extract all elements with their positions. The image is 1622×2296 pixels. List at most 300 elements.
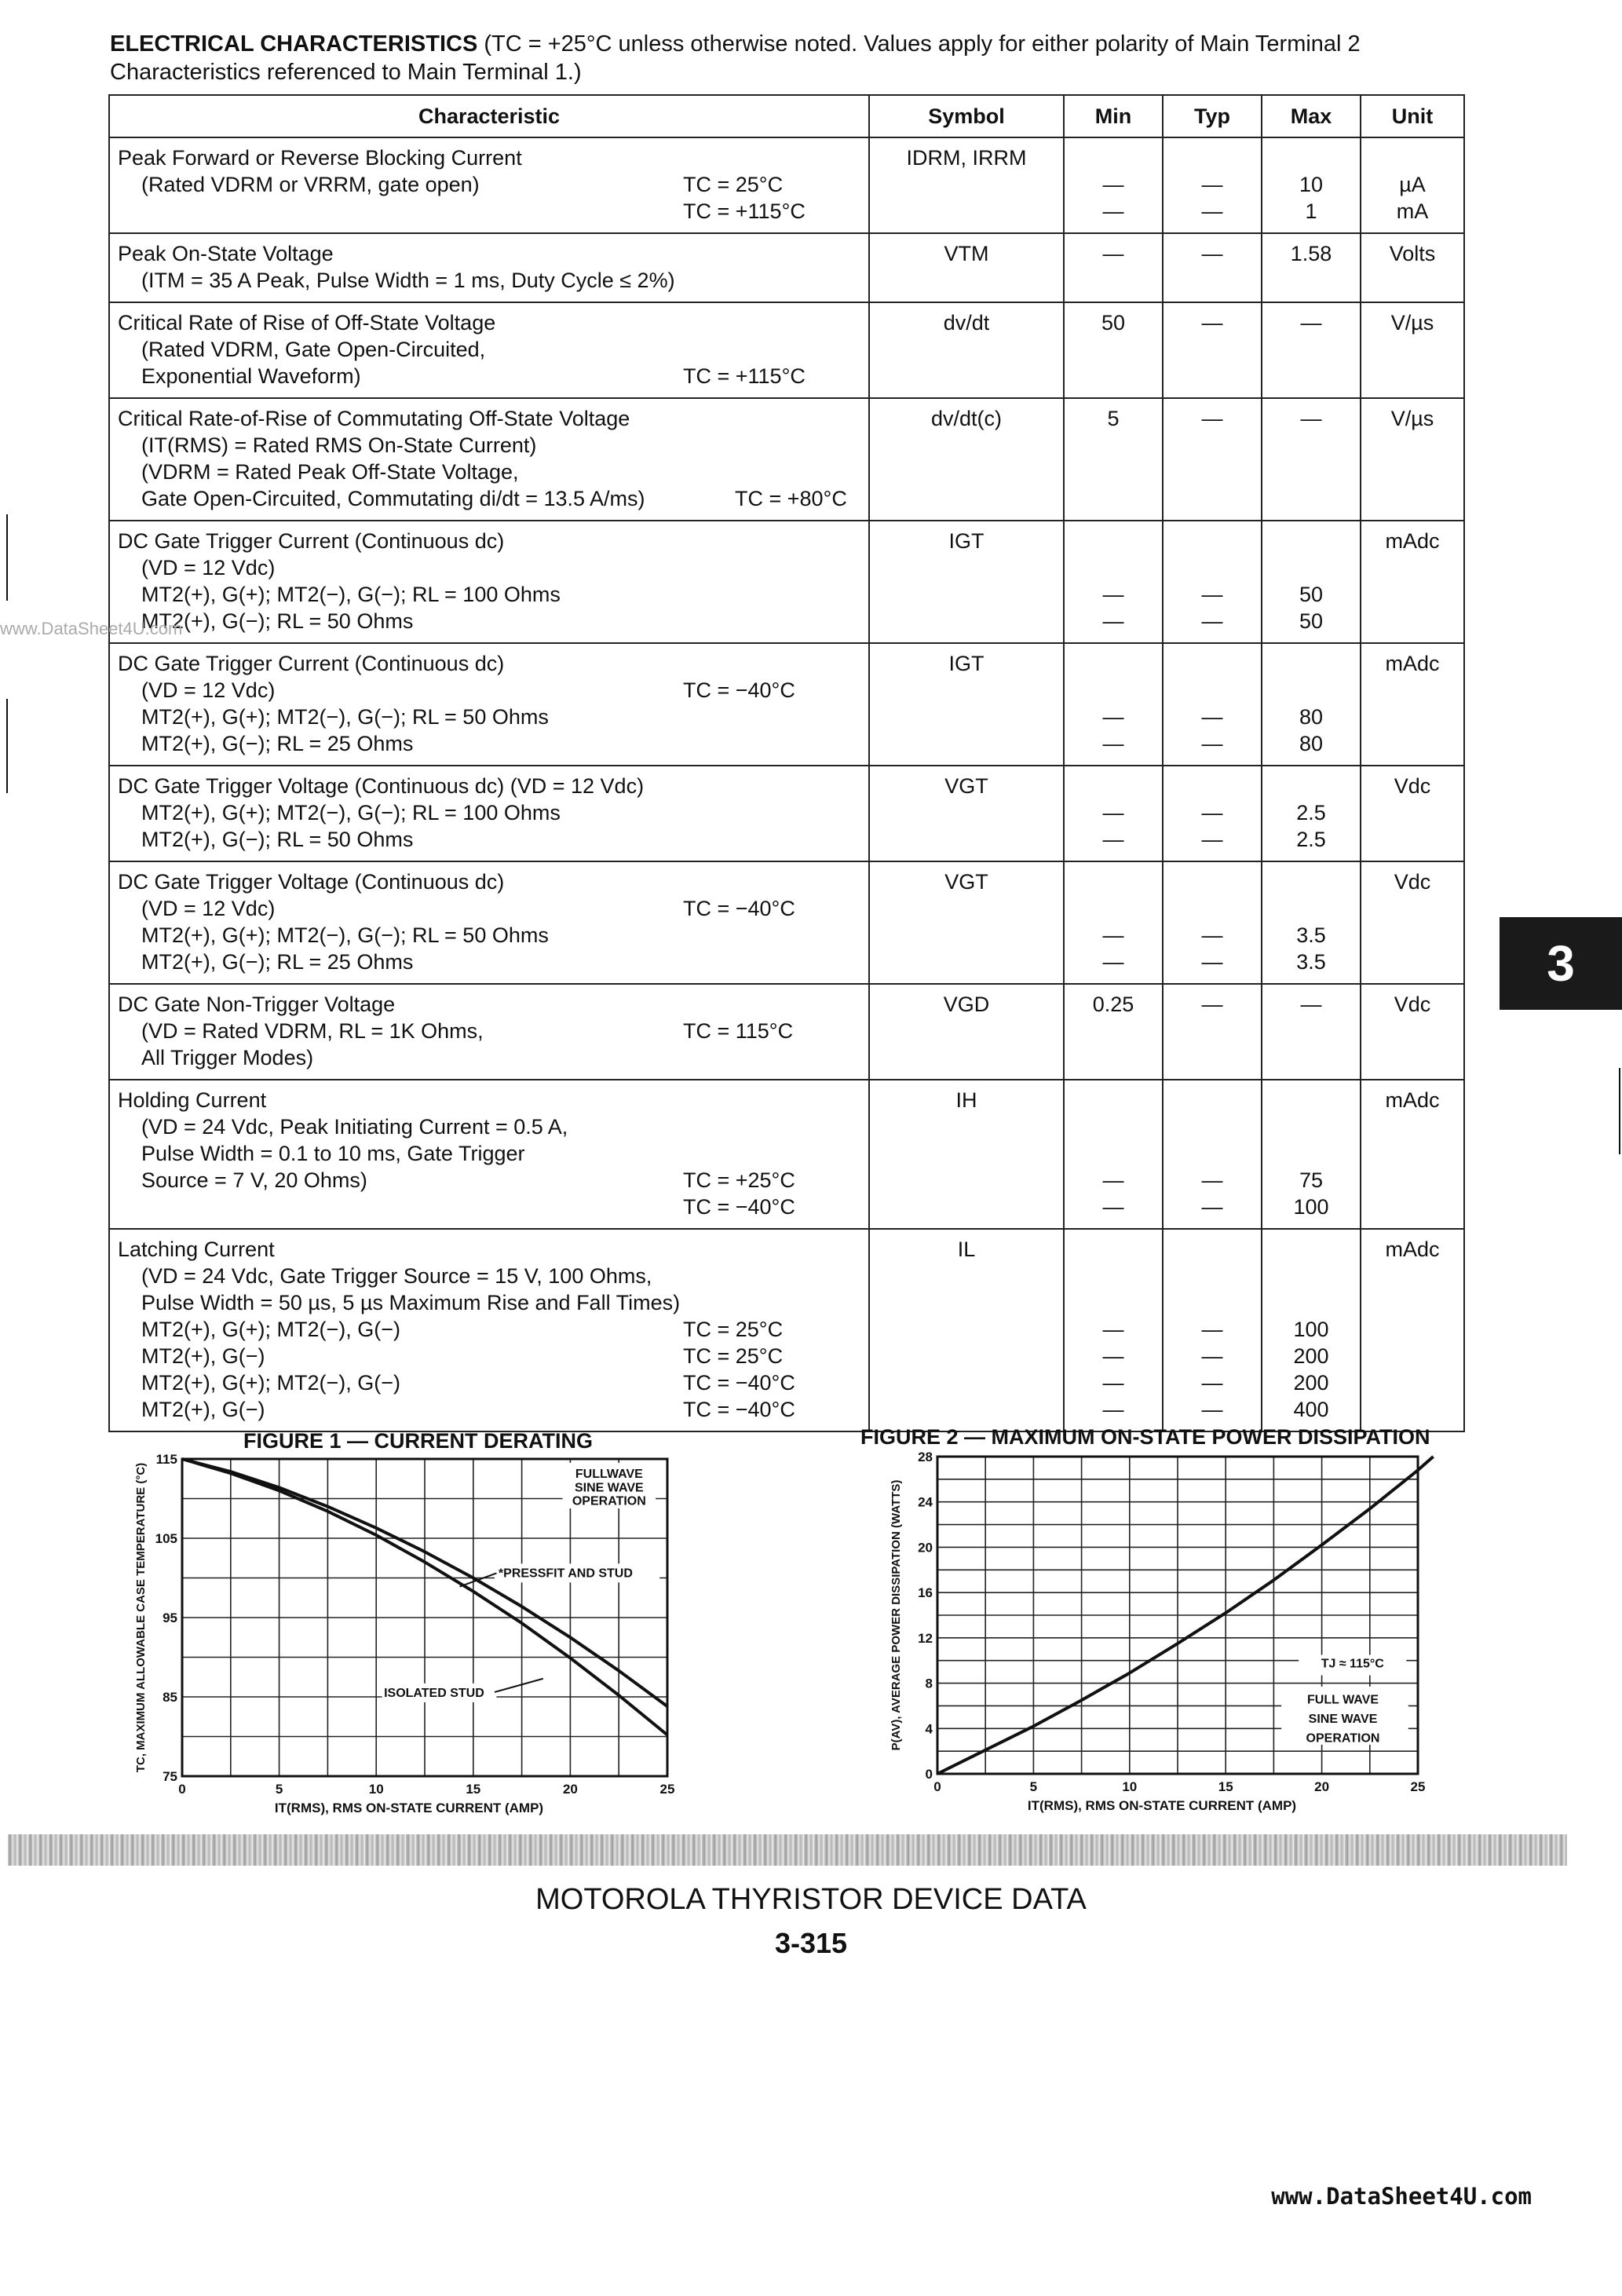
case-temperature-condition: TC = −40°C — [683, 678, 795, 702]
characteristic-cell — [109, 233, 869, 302]
unit-value — [1369, 1289, 1456, 1316]
annotation-operation: OPERATION — [1306, 1731, 1380, 1746]
unit-value — [1369, 581, 1456, 608]
characteristic-cell — [109, 398, 869, 521]
characteristic-line — [118, 1194, 860, 1220]
x-tick-label: 10 — [368, 1782, 384, 1797]
typ-value — [1171, 773, 1253, 799]
figure-2-power-dissipation-chart — [879, 1449, 1445, 1822]
min-value: 5 — [1107, 407, 1120, 430]
x-tick-label: 5 — [275, 1782, 283, 1797]
min-value — [1072, 1289, 1154, 1316]
max-value — [1270, 650, 1352, 677]
min-cell — [1064, 1229, 1163, 1431]
typ-value: — — [1201, 950, 1223, 974]
characteristic-line — [118, 198, 860, 225]
symbol-cell: IL — [869, 1229, 1064, 1431]
characteristic-line — [118, 677, 860, 704]
unit-value — [1369, 1167, 1456, 1194]
typ-cell — [1163, 398, 1262, 521]
max-value: 100 — [1293, 1318, 1329, 1341]
min-cell — [1064, 398, 1163, 521]
characteristic-text: Holding Current — [118, 1088, 267, 1112]
table-row — [109, 984, 1464, 1080]
max-value — [1270, 528, 1352, 554]
characteristic-line — [118, 949, 860, 975]
unit-value: mA — [1396, 199, 1429, 223]
characteristic-line — [118, 363, 860, 389]
typ-value: — — [1201, 1344, 1223, 1368]
unit-value — [1369, 144, 1456, 171]
max-value: 200 — [1293, 1371, 1329, 1395]
characteristic-text: (VD = 24 Vdc, Gate Trigger Source = 15 V, 100 Ohms, — [141, 1264, 652, 1288]
unit-cell — [1361, 398, 1464, 521]
y-tick-label: 115 — [155, 1452, 177, 1467]
max-cell — [1262, 521, 1361, 643]
min-value: — — [1102, 950, 1124, 974]
unit-value — [1369, 895, 1456, 922]
y-tick-label: 0 — [925, 1767, 933, 1782]
x-tick-label: 15 — [1218, 1779, 1233, 1794]
unit-cell — [1361, 861, 1464, 984]
section-heading — [110, 30, 1445, 86]
unit-value — [1369, 1343, 1456, 1369]
characteristic-line — [118, 1018, 860, 1044]
characteristic-line — [118, 1167, 860, 1194]
table-row — [109, 1080, 1464, 1229]
typ-cell — [1163, 302, 1262, 398]
website-link[interactable]: www.DataSheet4U.com — [1271, 2183, 1532, 2210]
typ-value: — — [1201, 801, 1223, 824]
symbol-cell: dv/dt — [869, 302, 1064, 398]
typ-value — [1171, 144, 1253, 171]
characteristic-cell — [109, 1080, 869, 1229]
min-value: — — [1102, 923, 1124, 947]
characteristic-line — [118, 144, 860, 171]
unit-value: mAdc — [1385, 529, 1440, 553]
min-value — [1072, 773, 1154, 799]
table-row — [109, 521, 1464, 643]
typ-value — [1171, 1140, 1253, 1167]
x-tick-label: 5 — [1029, 1779, 1038, 1794]
characteristic-cell — [109, 521, 869, 643]
typ-cell — [1163, 1229, 1262, 1431]
max-value: 1.58 — [1290, 242, 1332, 265]
unit-cell — [1361, 984, 1464, 1080]
max-value — [1270, 773, 1352, 799]
max-value: — — [1300, 311, 1322, 335]
typ-cell — [1163, 766, 1262, 861]
typ-value — [1171, 1263, 1253, 1289]
max-value — [1270, 1140, 1352, 1167]
section-tab: 3 — [1500, 917, 1622, 1010]
unit-value — [1369, 608, 1456, 634]
max-cell — [1262, 137, 1361, 233]
min-value — [1072, 895, 1154, 922]
characteristic-line — [118, 1236, 860, 1263]
typ-cell — [1163, 521, 1262, 643]
typ-value: — — [1201, 199, 1223, 223]
characteristic-text: MT2(+), G(−); RL = 25 Ohms — [141, 950, 414, 974]
typ-value — [1171, 1236, 1253, 1263]
typ-value — [1171, 554, 1253, 581]
unit-value: mAdc — [1385, 652, 1440, 675]
case-temperature-condition: TC = 25°C — [683, 173, 784, 196]
figure-1-current-derating-chart — [126, 1451, 675, 1820]
characteristic-text: DC Gate Trigger Current (Continuous dc) — [118, 652, 505, 675]
characteristic-line — [118, 1343, 860, 1369]
table-row — [109, 766, 1464, 861]
annotation-fullwave: FULLWAVE — [575, 1468, 643, 1482]
annotation-sine-wave: SINE WAVE — [574, 1481, 644, 1495]
y-tick-label: 8 — [925, 1676, 933, 1691]
x-tick-label: 20 — [1314, 1779, 1330, 1794]
unit-value — [1369, 730, 1456, 757]
annotation-tj: TJ ≈ 115°C — [1321, 1657, 1384, 1671]
unit-value — [1369, 1369, 1456, 1396]
min-cell — [1064, 521, 1163, 643]
watermark: www.DataSheet4U.com — [0, 619, 183, 638]
unit-value — [1369, 1194, 1456, 1220]
typ-value — [1171, 1087, 1253, 1113]
min-value: — — [1102, 801, 1124, 824]
characteristic-line — [118, 432, 860, 459]
electrical-characteristics-table — [108, 94, 1465, 1432]
symbol-cell: IGT — [869, 521, 1064, 643]
symbol-cell: VGD — [869, 984, 1064, 1080]
typ-value: — — [1201, 311, 1223, 335]
typ-value: — — [1201, 1318, 1223, 1341]
characteristic-text: All Trigger Modes) — [141, 1046, 314, 1069]
footer-title: MOTOROLA THYRISTOR DEVICE DATA — [535, 1883, 1087, 1916]
case-temperature-condition: TC = +25°C — [683, 1168, 795, 1192]
characteristic-text: MT2(+), G(−) — [141, 1344, 265, 1368]
characteristic-line — [118, 309, 860, 336]
characteristic-line — [118, 773, 860, 799]
typ-value — [1171, 1113, 1253, 1140]
unit-value — [1369, 1263, 1456, 1289]
unit-value — [1369, 677, 1456, 704]
min-cell — [1064, 1080, 1163, 1229]
max-value: 50 — [1299, 583, 1324, 606]
min-value: — — [1102, 705, 1124, 729]
typ-value: — — [1201, 407, 1223, 430]
unit-value — [1369, 922, 1456, 949]
max-cell — [1262, 766, 1361, 861]
y-tick-label: 20 — [918, 1540, 933, 1556]
annotation-pointer — [495, 1679, 543, 1692]
y-tick-label: 28 — [918, 1450, 933, 1464]
x-tick-label: 25 — [659, 1782, 675, 1797]
max-value: 100 — [1293, 1195, 1329, 1219]
x-tick-label: 20 — [562, 1782, 578, 1797]
min-value: — — [1102, 609, 1124, 633]
y-axis-label: TC, MAXIMUM ALLOWABLE CASE TEMPERATURE (°C) — [134, 1462, 148, 1773]
unit-value: V/µs — [1390, 311, 1434, 335]
unit-value: Volts — [1389, 242, 1436, 265]
heading-line-2: Characteristics referenced to Main Terminal 1.) — [110, 60, 582, 85]
y-tick-label: 16 — [918, 1585, 933, 1601]
table-row — [109, 398, 1464, 521]
characteristic-line — [118, 485, 860, 512]
max-cell — [1262, 302, 1361, 398]
decorative-band — [8, 1834, 1567, 1866]
table-row — [109, 302, 1464, 398]
symbol-cell: IDRM, IRRM — [869, 137, 1064, 233]
min-cell — [1064, 861, 1163, 984]
table-row — [109, 643, 1464, 766]
characteristic-text: (VDRM = Rated Peak Off-State Voltage, — [141, 460, 519, 484]
typ-cell — [1163, 861, 1262, 984]
unit-value: mAdc — [1385, 1238, 1440, 1261]
characteristic-line — [118, 1369, 860, 1396]
characteristic-text: Pulse Width = 50 µs, 5 µs Maximum Rise and Fall Times) — [141, 1291, 681, 1314]
max-value: 400 — [1293, 1398, 1329, 1421]
header-symbol: Symbol — [869, 95, 1064, 137]
typ-value — [1171, 528, 1253, 554]
characteristic-line — [118, 554, 860, 581]
characteristic-text: DC Gate Trigger Voltage (Continuous dc) — [118, 870, 505, 894]
max-value — [1270, 677, 1352, 704]
characteristic-text: (ITM = 35 A Peak, Pulse Width = 1 ms, Duty Cycle ≤ 2%) — [141, 269, 675, 292]
characteristic-text: MT2(+), G(+); MT2(−), G(−) — [141, 1318, 401, 1341]
x-tick-label: 25 — [1410, 1779, 1426, 1794]
typ-value — [1171, 677, 1253, 704]
x-axis-label: IT(RMS), RMS ON-STATE CURRENT (AMP) — [1027, 1798, 1297, 1813]
min-value: — — [1102, 242, 1124, 265]
max-value: 80 — [1299, 705, 1324, 729]
characteristic-cell — [109, 861, 869, 984]
y-tick-label: 4 — [925, 1721, 933, 1737]
typ-cell — [1163, 233, 1262, 302]
max-value: 3.5 — [1296, 950, 1326, 974]
min-value: — — [1102, 173, 1124, 196]
min-value: 0.25 — [1092, 993, 1134, 1016]
y-tick-label: 105 — [155, 1531, 177, 1546]
typ-value — [1171, 1289, 1253, 1316]
unit-value — [1369, 799, 1456, 826]
characteristic-line — [118, 1087, 860, 1113]
characteristic-text: (Rated VDRM, Gate Open-Circuited, — [141, 338, 486, 361]
x-tick-label: 15 — [466, 1782, 481, 1797]
min-value — [1072, 677, 1154, 704]
min-value: — — [1102, 1195, 1124, 1219]
characteristic-text: DC Gate Non-Trigger Voltage — [118, 993, 396, 1016]
symbol-cell: IH — [869, 1080, 1064, 1229]
min-value: — — [1102, 199, 1124, 223]
max-value: 1 — [1305, 199, 1317, 223]
max-value: — — [1300, 407, 1322, 430]
characteristic-text: MT2(+), G(+); MT2(−), G(−); RL = 50 Ohms — [141, 705, 549, 729]
typ-value: — — [1201, 993, 1223, 1016]
characteristic-cell — [109, 1229, 869, 1431]
characteristic-line — [118, 1316, 860, 1343]
min-value: — — [1102, 1371, 1124, 1395]
characteristic-line — [118, 608, 860, 634]
typ-cell — [1163, 137, 1262, 233]
annotation-isolated-stud: ISOLATED STUD — [384, 1687, 484, 1700]
unit-cell — [1361, 233, 1464, 302]
characteristic-line — [118, 267, 860, 294]
max-cell — [1262, 1229, 1361, 1431]
max-value — [1270, 895, 1352, 922]
max-value: 2.5 — [1296, 801, 1326, 824]
typ-cell — [1163, 1080, 1262, 1229]
unit-cell — [1361, 521, 1464, 643]
characteristic-line — [118, 799, 860, 826]
characteristic-line — [118, 1289, 860, 1316]
min-value: — — [1102, 828, 1124, 851]
characteristic-text: MT2(+), G(−); RL = 50 Ohms — [141, 828, 414, 851]
max-value — [1270, 144, 1352, 171]
table-row — [109, 233, 1464, 302]
characteristic-text: DC Gate Trigger Current (Continuous dc) — [118, 529, 505, 553]
unit-value: mAdc — [1385, 1088, 1440, 1112]
characteristic-line — [118, 826, 860, 853]
characteristic-line — [118, 459, 860, 485]
min-value: — — [1102, 583, 1124, 606]
characteristic-text: Latching Current — [118, 1238, 275, 1261]
symbol-cell: dv/dt(c) — [869, 398, 1064, 521]
scan-mark — [6, 514, 8, 601]
max-value: 50 — [1299, 609, 1324, 633]
max-cell — [1262, 984, 1361, 1080]
table-header-row — [109, 95, 1464, 137]
characteristic-line — [118, 650, 860, 677]
symbol-cell: VTM — [869, 233, 1064, 302]
typ-value: — — [1201, 583, 1223, 606]
characteristic-text: MT2(+), G(+); MT2(−), G(−) — [141, 1371, 401, 1395]
characteristic-text: (VD = 12 Vdc) — [141, 556, 276, 579]
characteristic-text: (VD = 12 Vdc) — [141, 897, 276, 920]
typ-value: — — [1201, 1371, 1223, 1395]
typ-value: — — [1201, 173, 1223, 196]
characteristic-cell — [109, 302, 869, 398]
min-value — [1072, 1263, 1154, 1289]
characteristic-line — [118, 581, 860, 608]
symbol-cell: VGT — [869, 861, 1064, 984]
max-value — [1270, 1087, 1352, 1113]
characteristic-line — [118, 730, 860, 757]
unit-value: Vdc — [1394, 993, 1431, 1016]
characteristic-text: Peak Forward or Reverse Blocking Current — [118, 146, 522, 170]
characteristic-line — [118, 1263, 860, 1289]
min-value — [1072, 554, 1154, 581]
unit-cell — [1361, 302, 1464, 398]
x-tick-label: 0 — [933, 1779, 941, 1794]
min-value: 50 — [1101, 311, 1126, 335]
typ-value — [1171, 895, 1253, 922]
case-temperature-condition: TC = −40°C — [683, 1371, 795, 1395]
min-value: — — [1102, 1344, 1124, 1368]
min-value — [1072, 650, 1154, 677]
max-value — [1270, 868, 1352, 895]
header-typ: Typ — [1163, 95, 1262, 137]
characteristic-text: MT2(+), G(+); MT2(−), G(−); RL = 100 Ohms — [141, 801, 561, 824]
max-cell — [1262, 1080, 1361, 1229]
characteristic-line — [118, 1044, 860, 1071]
unit-value: V/µs — [1390, 407, 1434, 430]
unit-cell — [1361, 137, 1464, 233]
characteristic-line — [118, 171, 860, 198]
characteristic-line — [118, 405, 860, 432]
characteristic-text: Critical Rate of Rise of Off-State Voltage — [118, 311, 496, 335]
symbol-cell: IGT — [869, 643, 1064, 766]
max-value — [1270, 1289, 1352, 1316]
x-tick-label: 0 — [178, 1782, 186, 1797]
characteristic-text: MT2(+), G(−); RL = 25 Ohms — [141, 732, 414, 755]
min-value — [1072, 1113, 1154, 1140]
unit-value — [1369, 1396, 1456, 1423]
min-value — [1072, 528, 1154, 554]
header-max: Max — [1262, 95, 1361, 137]
case-temperature-condition: TC = −40°C — [683, 1195, 795, 1219]
max-value: 75 — [1299, 1168, 1324, 1192]
annotation-operation: OPERATION — [572, 1494, 646, 1508]
page-number: 3-315 — [774, 1927, 848, 1959]
typ-value — [1171, 868, 1253, 895]
unit-cell — [1361, 1229, 1464, 1431]
characteristic-line — [118, 528, 860, 554]
characteristic-text: (VD = 12 Vdc) — [141, 678, 276, 702]
header-unit: Unit — [1361, 95, 1464, 137]
case-temperature-condition: TC = −40°C — [683, 1398, 795, 1421]
case-temperature-condition: TC = −40°C — [683, 897, 795, 920]
characteristic-cell — [109, 766, 869, 861]
unit-value — [1369, 704, 1456, 730]
characteristic-line — [118, 922, 860, 949]
figure-2-title: FIGURE 2 — MAXIMUM ON-STATE POWER DISSIPATION — [860, 1425, 1430, 1449]
y-tick-label: 75 — [163, 1769, 177, 1784]
max-value: 10 — [1299, 173, 1324, 196]
annotation-pressfit: *PRESSFIT AND STUD — [498, 1567, 633, 1581]
max-value — [1270, 1236, 1352, 1263]
min-value — [1072, 868, 1154, 895]
max-cell — [1262, 233, 1361, 302]
characteristic-line — [118, 895, 860, 922]
max-cell — [1262, 861, 1361, 984]
header-min: Min — [1064, 95, 1163, 137]
min-cell — [1064, 766, 1163, 861]
unit-value: Vdc — [1394, 870, 1431, 894]
table-row — [109, 1229, 1464, 1431]
typ-value: — — [1201, 1398, 1223, 1421]
unit-cell — [1361, 766, 1464, 861]
min-cell — [1064, 233, 1163, 302]
characteristic-line — [118, 1140, 860, 1167]
max-value: 200 — [1293, 1344, 1329, 1368]
characteristic-text: Exponential Waveform) — [141, 364, 361, 388]
min-cell — [1064, 643, 1163, 766]
y-tick-label: 95 — [163, 1610, 177, 1625]
max-cell — [1262, 398, 1361, 521]
min-value: — — [1102, 1398, 1124, 1421]
characteristic-text: (Rated VDRM or VRRM, gate open) — [141, 173, 480, 196]
typ-value: — — [1201, 732, 1223, 755]
min-value: — — [1102, 1168, 1124, 1192]
y-axis-label: P(AV), AVERAGE POWER DISSIPATION (WATTS) — [890, 1479, 903, 1751]
y-tick-label: 85 — [163, 1690, 177, 1705]
characteristic-text: Gate Open-Circuited, Commutating di/dt = 13.5 A/ms) — [141, 487, 645, 510]
characteristic-cell — [109, 137, 869, 233]
min-value: — — [1102, 1318, 1124, 1341]
typ-value — [1171, 650, 1253, 677]
y-tick-label: 12 — [918, 1630, 933, 1646]
max-value: 80 — [1299, 732, 1324, 755]
max-value — [1270, 554, 1352, 581]
header-characteristic: Characteristic — [109, 95, 869, 137]
unit-cell — [1361, 1080, 1464, 1229]
